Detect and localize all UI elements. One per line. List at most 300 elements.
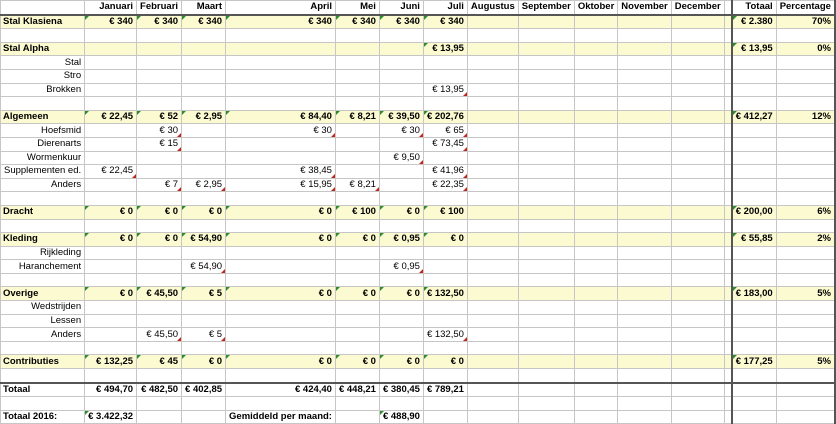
cell-maart[interactable]	[182, 273, 226, 287]
cell-percentage[interactable]	[776, 341, 835, 355]
cell-april[interactable]	[226, 314, 336, 328]
cell-april[interactable]: € 340	[226, 15, 336, 29]
cell-juni[interactable]: € 9,50	[379, 151, 423, 165]
cell-februari[interactable]	[137, 397, 182, 411]
cell-april[interactable]	[226, 301, 336, 315]
cell-maart[interactable]	[182, 219, 226, 233]
cell-september[interactable]	[518, 369, 574, 383]
cell-juni[interactable]	[379, 83, 423, 97]
cell-augustus[interactable]	[467, 97, 518, 111]
cell-gap[interactable]	[724, 56, 732, 70]
cell-augustus[interactable]	[467, 314, 518, 328]
cell-label[interactable]: Overige	[1, 287, 85, 301]
cell-augustus[interactable]	[467, 192, 518, 206]
cell-augustus[interactable]	[467, 83, 518, 97]
cell-november[interactable]	[618, 124, 671, 138]
cell-januari[interactable]: € 340	[85, 15, 137, 29]
cell-mei[interactable]: € 8,21	[335, 110, 379, 124]
cell-percentage[interactable]	[776, 273, 835, 287]
cell-label[interactable]: Stal Klasiena	[1, 15, 85, 29]
cell-november[interactable]	[618, 341, 671, 355]
cell-gap[interactable]	[724, 29, 732, 43]
cell-juni[interactable]	[379, 178, 423, 192]
cell-augustus[interactable]	[467, 287, 518, 301]
cell-gap[interactable]	[724, 69, 732, 83]
cell-november[interactable]	[618, 151, 671, 165]
cell-april[interactable]: € 38,45	[226, 165, 336, 179]
cell-december[interactable]	[671, 328, 724, 342]
cell-juli[interactable]	[423, 246, 467, 260]
cell-augustus[interactable]	[467, 397, 518, 411]
cell-maart[interactable]	[182, 369, 226, 383]
cell-oktober[interactable]	[574, 273, 617, 287]
cell-november[interactable]	[618, 287, 671, 301]
cell-label[interactable]	[1, 341, 85, 355]
cell-oktober[interactable]	[574, 341, 617, 355]
cell-percentage[interactable]: 0%	[776, 42, 835, 56]
cell-juli[interactable]	[423, 192, 467, 206]
cell-december[interactable]	[671, 192, 724, 206]
cell-label[interactable]: Haranchement	[1, 260, 85, 274]
cell-maart[interactable]: € 2,95	[182, 110, 226, 124]
cell-gap[interactable]	[724, 192, 732, 206]
cell-percentage[interactable]	[776, 301, 835, 315]
cell-augustus[interactable]	[467, 178, 518, 192]
cell-totaal[interactable]	[732, 192, 776, 206]
header-cell-april[interactable]: April	[226, 1, 336, 15]
cell-maart[interactable]	[182, 165, 226, 179]
cell-april[interactable]: € 0	[226, 233, 336, 247]
cell-januari[interactable]	[85, 83, 137, 97]
cell-totaal[interactable]	[732, 151, 776, 165]
cell-augustus[interactable]	[467, 137, 518, 151]
cell-januari[interactable]	[85, 137, 137, 151]
cell-label[interactable]: Wormenkuur	[1, 151, 85, 165]
cell-februari[interactable]	[137, 42, 182, 56]
cell-februari[interactable]	[137, 369, 182, 383]
cell-percentage[interactable]	[776, 151, 835, 165]
cell-juli[interactable]	[423, 273, 467, 287]
cell-juni[interactable]	[379, 273, 423, 287]
cell-juli[interactable]: € 100	[423, 205, 467, 219]
cell-december[interactable]	[671, 83, 724, 97]
cell-label[interactable]: Anders	[1, 178, 85, 192]
cell-juni[interactable]	[379, 314, 423, 328]
cell-september[interactable]	[518, 233, 574, 247]
cell-oktober[interactable]	[574, 301, 617, 315]
cell-percentage[interactable]	[776, 219, 835, 233]
cell-maart[interactable]	[182, 151, 226, 165]
cell-december[interactable]	[671, 341, 724, 355]
cell-totaal[interactable]: € 412,27	[732, 110, 776, 124]
cell-februari[interactable]	[137, 219, 182, 233]
cell-februari[interactable]	[137, 97, 182, 111]
cell-januari[interactable]: € 132,25	[85, 355, 137, 369]
cell-label[interactable]: Brokken	[1, 83, 85, 97]
cell-totaal[interactable]	[732, 273, 776, 287]
cell-november[interactable]	[618, 246, 671, 260]
cell-juni[interactable]: € 340	[379, 15, 423, 29]
cell-augustus[interactable]	[467, 56, 518, 70]
cell-april[interactable]	[226, 246, 336, 260]
cell-mei[interactable]	[335, 97, 379, 111]
cell-januari[interactable]: € 22,45	[85, 165, 137, 179]
cell-totaal[interactable]	[732, 56, 776, 70]
cell-september[interactable]	[518, 137, 574, 151]
cell-juli[interactable]: € 65	[423, 124, 467, 138]
cell-december[interactable]	[671, 178, 724, 192]
cell-label[interactable]: Totaal 2016:	[1, 410, 85, 424]
cell-oktober[interactable]	[574, 165, 617, 179]
cell-juli[interactable]	[423, 219, 467, 233]
cell-totaal[interactable]	[732, 260, 776, 274]
cell-augustus[interactable]	[467, 383, 518, 397]
cell-label[interactable]: Anders	[1, 328, 85, 342]
cell-september[interactable]	[518, 287, 574, 301]
cell-oktober[interactable]	[574, 29, 617, 43]
cell-november[interactable]	[618, 355, 671, 369]
cell-juni[interactable]	[379, 328, 423, 342]
cell-juni[interactable]: € 30	[379, 124, 423, 138]
cell-gap[interactable]	[724, 328, 732, 342]
cell-november[interactable]	[618, 219, 671, 233]
cell-augustus[interactable]	[467, 273, 518, 287]
cell-juni[interactable]	[379, 369, 423, 383]
cell-februari[interactable]	[137, 260, 182, 274]
cell-februari[interactable]: € 45	[137, 355, 182, 369]
cell-gap[interactable]	[724, 97, 732, 111]
cell-gap[interactable]	[724, 273, 732, 287]
cell-februari[interactable]	[137, 314, 182, 328]
cell-april[interactable]	[226, 69, 336, 83]
cell-percentage[interactable]	[776, 260, 835, 274]
cell-oktober[interactable]	[574, 56, 617, 70]
header-cell-maart[interactable]: Maart	[182, 1, 226, 15]
cell-oktober[interactable]	[574, 192, 617, 206]
cell-oktober[interactable]	[574, 233, 617, 247]
cell-percentage[interactable]	[776, 178, 835, 192]
cell-totaal[interactable]	[732, 124, 776, 138]
cell-december[interactable]	[671, 69, 724, 83]
cell-maart[interactable]: € 0	[182, 205, 226, 219]
cell-maart[interactable]	[182, 69, 226, 83]
cell-februari[interactable]	[137, 301, 182, 315]
cell-oktober[interactable]	[574, 219, 617, 233]
cell-percentage[interactable]	[776, 56, 835, 70]
cell-november[interactable]	[618, 369, 671, 383]
cell-december[interactable]	[671, 410, 724, 424]
cell-maart[interactable]	[182, 246, 226, 260]
cell-september[interactable]	[518, 151, 574, 165]
cell-maart[interactable]: € 5	[182, 287, 226, 301]
cell-december[interactable]	[671, 137, 724, 151]
cell-maart[interactable]	[182, 83, 226, 97]
cell-april[interactable]	[226, 192, 336, 206]
cell-januari[interactable]	[85, 328, 137, 342]
cell-label[interactable]: Dierenarts	[1, 137, 85, 151]
cell-label[interactable]: Wedstrijden	[1, 301, 85, 315]
cell-totaal[interactable]	[732, 314, 776, 328]
cell-februari[interactable]: € 45,50	[137, 287, 182, 301]
cell-augustus[interactable]	[467, 219, 518, 233]
cell-gap[interactable]	[724, 383, 732, 397]
cell-januari[interactable]	[85, 301, 137, 315]
cell-april[interactable]	[226, 97, 336, 111]
cell-november[interactable]	[618, 233, 671, 247]
cell-mei[interactable]	[335, 137, 379, 151]
cell-juni[interactable]: € 0,95	[379, 233, 423, 247]
cell-april[interactable]: € 0	[226, 287, 336, 301]
cell-percentage[interactable]	[776, 69, 835, 83]
cell-november[interactable]	[618, 192, 671, 206]
cell-juli[interactable]	[423, 341, 467, 355]
cell-percentage[interactable]	[776, 410, 835, 424]
cell-januari[interactable]	[85, 314, 137, 328]
cell-juli[interactable]	[423, 301, 467, 315]
cell-april[interactable]	[226, 341, 336, 355]
cell-april[interactable]	[226, 328, 336, 342]
cell-totaal[interactable]	[732, 69, 776, 83]
header-cell-percentage[interactable]: Percentage	[776, 1, 835, 15]
cell-april[interactable]: € 15,95	[226, 178, 336, 192]
cell-januari[interactable]	[85, 219, 137, 233]
cell-oktober[interactable]	[574, 15, 617, 29]
cell-juli[interactable]	[423, 69, 467, 83]
cell-december[interactable]	[671, 29, 724, 43]
cell-februari[interactable]: € 52	[137, 110, 182, 124]
cell-april[interactable]	[226, 260, 336, 274]
cell-percentage[interactable]	[776, 397, 835, 411]
cell-juni[interactable]	[379, 246, 423, 260]
cell-maart[interactable]	[182, 301, 226, 315]
cell-december[interactable]	[671, 383, 724, 397]
cell-oktober[interactable]	[574, 97, 617, 111]
cell-gap[interactable]	[724, 165, 732, 179]
cell-februari[interactable]	[137, 56, 182, 70]
cell-juni[interactable]	[379, 29, 423, 43]
cell-maart[interactable]	[182, 124, 226, 138]
cell-totaal[interactable]: € 177,25	[732, 355, 776, 369]
cell-februari[interactable]	[137, 165, 182, 179]
cell-januari[interactable]: € 0	[85, 233, 137, 247]
cell-juli[interactable]: € 0	[423, 355, 467, 369]
cell-augustus[interactable]	[467, 301, 518, 315]
cell-oktober[interactable]	[574, 83, 617, 97]
cell-percentage[interactable]	[776, 383, 835, 397]
header-cell-september[interactable]: September	[518, 1, 574, 15]
cell-totaal[interactable]	[732, 397, 776, 411]
cell-februari[interactable]	[137, 69, 182, 83]
cell-januari[interactable]	[85, 178, 137, 192]
cell-september[interactable]	[518, 192, 574, 206]
cell-mei[interactable]	[335, 219, 379, 233]
cell-december[interactable]	[671, 110, 724, 124]
cell-percentage[interactable]: 12%	[776, 110, 835, 124]
cell-mei[interactable]	[335, 151, 379, 165]
cell-mei[interactable]	[335, 314, 379, 328]
cell-september[interactable]	[518, 110, 574, 124]
cell-januari[interactable]: € 0	[85, 205, 137, 219]
cell-september[interactable]	[518, 56, 574, 70]
cell-november[interactable]	[618, 205, 671, 219]
cell-mei[interactable]	[335, 69, 379, 83]
cell-december[interactable]	[671, 124, 724, 138]
cell-augustus[interactable]	[467, 205, 518, 219]
cell-februari[interactable]: € 45,50	[137, 328, 182, 342]
cell-totaal[interactable]	[732, 29, 776, 43]
cell-mei[interactable]: € 100	[335, 205, 379, 219]
cell-totaal[interactable]	[732, 246, 776, 260]
cell-mei[interactable]	[335, 124, 379, 138]
cell-januari[interactable]	[85, 246, 137, 260]
cell-september[interactable]	[518, 410, 574, 424]
cell-juni[interactable]: € 488,90	[379, 410, 423, 424]
cell-februari[interactable]	[137, 192, 182, 206]
cell-januari[interactable]	[85, 369, 137, 383]
cell-november[interactable]	[618, 383, 671, 397]
cell-oktober[interactable]	[574, 178, 617, 192]
cell-augustus[interactable]	[467, 165, 518, 179]
cell-oktober[interactable]	[574, 314, 617, 328]
cell-label[interactable]: Supplementen ed.	[1, 165, 85, 179]
cell-label[interactable]: Contributies	[1, 355, 85, 369]
cell-december[interactable]	[671, 246, 724, 260]
header-cell-juni[interactable]: Juni	[379, 1, 423, 15]
cell-juli[interactable]: € 340	[423, 15, 467, 29]
cell-juni[interactable]: € 0	[379, 205, 423, 219]
cell-mei[interactable]	[335, 83, 379, 97]
cell-april[interactable]: € 424,40	[226, 383, 336, 397]
cell-maart[interactable]	[182, 137, 226, 151]
cell-gap[interactable]	[724, 287, 732, 301]
cell-juli[interactable]	[423, 369, 467, 383]
cell-juli[interactable]: € 13,95	[423, 42, 467, 56]
cell-november[interactable]	[618, 165, 671, 179]
cell-totaal[interactable]	[732, 383, 776, 397]
cell-september[interactable]	[518, 83, 574, 97]
cell-september[interactable]	[518, 69, 574, 83]
cell-juni[interactable]	[379, 192, 423, 206]
cell-totaal[interactable]: € 13,95	[732, 42, 776, 56]
cell-oktober[interactable]	[574, 124, 617, 138]
cell-april[interactable]	[226, 137, 336, 151]
cell-december[interactable]	[671, 287, 724, 301]
cell-november[interactable]	[618, 328, 671, 342]
cell-totaal[interactable]	[732, 165, 776, 179]
cell-gap[interactable]	[724, 83, 732, 97]
cell-label[interactable]	[1, 273, 85, 287]
cell-juli[interactable]: € 132,50	[423, 287, 467, 301]
cell-gap[interactable]	[724, 369, 732, 383]
cell-percentage[interactable]: 2%	[776, 233, 835, 247]
cell-februari[interactable]: € 0	[137, 205, 182, 219]
cell-januari[interactable]	[85, 273, 137, 287]
cell-augustus[interactable]	[467, 69, 518, 83]
cell-maart[interactable]	[182, 56, 226, 70]
cell-totaal[interactable]	[732, 410, 776, 424]
cell-maart[interactable]	[182, 97, 226, 111]
cell-februari[interactable]: € 0	[137, 233, 182, 247]
cell-november[interactable]	[618, 410, 671, 424]
cell-december[interactable]	[671, 165, 724, 179]
cell-gap[interactable]	[724, 124, 732, 138]
cell-gap[interactable]	[724, 110, 732, 124]
cell-december[interactable]	[671, 42, 724, 56]
cell-januari[interactable]: € 0	[85, 287, 137, 301]
cell-mei[interactable]	[335, 410, 379, 424]
cell-oktober[interactable]	[574, 369, 617, 383]
cell-oktober[interactable]	[574, 110, 617, 124]
cell-juli[interactable]	[423, 314, 467, 328]
cell-december[interactable]	[671, 397, 724, 411]
cell-november[interactable]	[618, 15, 671, 29]
cell-januari[interactable]	[85, 56, 137, 70]
cell-september[interactable]	[518, 97, 574, 111]
cell-maart[interactable]	[182, 42, 226, 56]
cell-juni[interactable]	[379, 69, 423, 83]
cell-gap[interactable]	[724, 314, 732, 328]
cell-mei[interactable]	[335, 42, 379, 56]
cell-juli[interactable]: € 73,45	[423, 137, 467, 151]
cell-juli[interactable]: € 22,35	[423, 178, 467, 192]
cell-percentage[interactable]	[776, 246, 835, 260]
cell-januari[interactable]	[85, 97, 137, 111]
cell-april[interactable]: € 0	[226, 355, 336, 369]
cell-november[interactable]	[618, 29, 671, 43]
cell-december[interactable]	[671, 56, 724, 70]
cell-september[interactable]	[518, 383, 574, 397]
cell-label[interactable]: Stal Alpha	[1, 42, 85, 56]
cell-augustus[interactable]	[467, 369, 518, 383]
cell-gap[interactable]	[724, 137, 732, 151]
cell-juli[interactable]: € 132,50	[423, 328, 467, 342]
header-cell-mei[interactable]: Mei	[335, 1, 379, 15]
cell-november[interactable]	[618, 137, 671, 151]
cell-september[interactable]	[518, 219, 574, 233]
cell-mei[interactable]: € 0	[335, 233, 379, 247]
cell-totaal[interactable]	[732, 301, 776, 315]
cell-totaal[interactable]: € 183,00	[732, 287, 776, 301]
cell-mei[interactable]: € 0	[335, 287, 379, 301]
cell-oktober[interactable]	[574, 260, 617, 274]
cell-april[interactable]	[226, 151, 336, 165]
header-cell-januari[interactable]: Januari	[85, 1, 137, 15]
cell-gap[interactable]	[724, 301, 732, 315]
cell-december[interactable]	[671, 369, 724, 383]
cell-september[interactable]	[518, 341, 574, 355]
cell-totaal[interactable]	[732, 83, 776, 97]
cell-juni[interactable]	[379, 56, 423, 70]
cell-percentage[interactable]: 70%	[776, 15, 835, 29]
cell-maart[interactable]	[182, 29, 226, 43]
cell-juni[interactable]	[379, 137, 423, 151]
cell-januari[interactable]	[85, 69, 137, 83]
cell-maart[interactable]: € 2,95	[182, 178, 226, 192]
cell-april[interactable]: € 0	[226, 205, 336, 219]
cell-februari[interactable]	[137, 341, 182, 355]
cell-mei[interactable]	[335, 301, 379, 315]
cell-november[interactable]	[618, 314, 671, 328]
cell-label[interactable]	[1, 219, 85, 233]
cell-label[interactable]	[1, 397, 85, 411]
cell-oktober[interactable]	[574, 42, 617, 56]
cell-februari[interactable]: € 7	[137, 178, 182, 192]
cell-september[interactable]	[518, 355, 574, 369]
cell-april[interactable]: Gemiddeld per maand:	[226, 410, 336, 424]
cell-totaal[interactable]: € 55,85	[732, 233, 776, 247]
cell-label[interactable]	[1, 29, 85, 43]
cell-september[interactable]	[518, 42, 574, 56]
